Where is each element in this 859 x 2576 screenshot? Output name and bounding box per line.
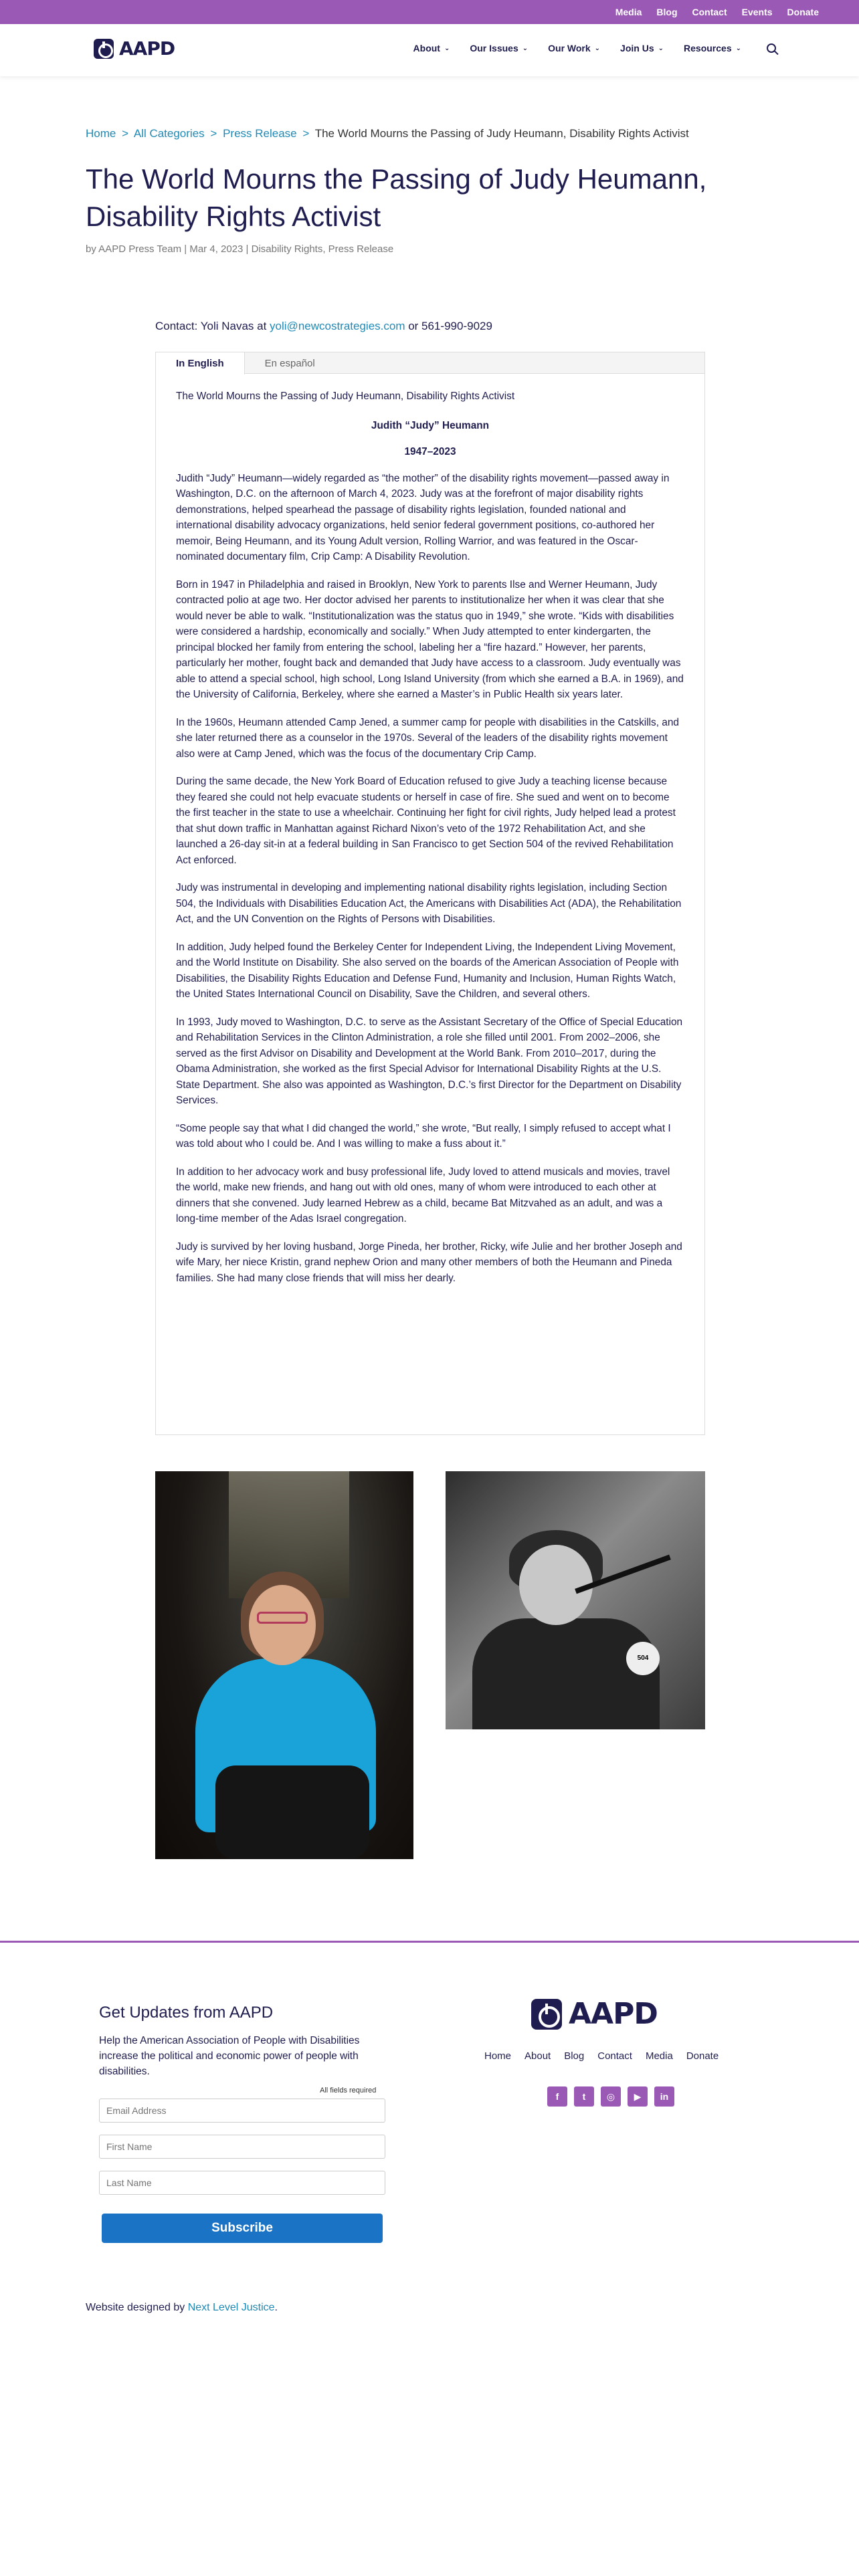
judy-heumann-portrait-photo — [155, 1471, 413, 1859]
tabs-header — [156, 352, 704, 374]
top-utility-bar — [0, 0, 859, 24]
footer-link-home[interactable]: Home — [484, 2050, 512, 2062]
utility-link-events[interactable]: Events — [741, 7, 773, 17]
nav-item-our-issues[interactable] — [470, 43, 528, 53]
power-logo-icon — [531, 1999, 562, 2030]
utility-link-blog[interactable]: Blog — [656, 7, 678, 17]
article-intro: The World Mourns the Passing of Judy Heumann, Disability Rights Activist — [176, 391, 515, 402]
tab-content — [156, 374, 704, 1313]
footer-link-blog[interactable]: Blog — [564, 2050, 585, 2062]
power-logo-icon — [94, 39, 114, 59]
article-paragraph: Judith “Judy” Heumann—widely regarded as “the mother” of the disability rights movement—passed away in Washington, D.C. on the afternoon of March 4, 2023. Judy was at the forefront of major disability rights demonstrations, helped spearhead the passage of disability rights legislation, founded national and international disability advocacy organizations, held senior federal government positions, co-authored her memoir, Being Heumann, and its Young Adult version, Rolling Warrior, and was featured in the Oscar-nominated documentary film, Crip Camp: A Disability Revolution. — [176, 472, 670, 562]
social-links — [547, 2086, 674, 2107]
nav-item-resources[interactable] — [684, 43, 741, 53]
photo-glasses — [257, 1612, 308, 1624]
breadcrumb-separator: > — [122, 127, 129, 140]
search-icon[interactable] — [767, 43, 776, 53]
chevron-down-icon: ⌄ — [444, 44, 450, 52]
nav-item-join-us[interactable] — [620, 43, 664, 53]
footer-divider — [0, 1941, 859, 1943]
article-paragraph: In addition, Judy helped found the Berkeley Center for Independent Living, the Independent Living Movement, and the World Institute on Disability. She also served on the boards of the American Association of People with Disabilities, the Disability Rights Education and Defense Fund, Humanity and Inclusion, Human Rights Watch, the United States International Council on Disability, Save the Children, and several others. — [176, 941, 679, 1000]
footer-link-donate[interactable]: Donate — [686, 2050, 719, 2062]
instagram-icon[interactable]: ◎ — [601, 2086, 621, 2107]
site-header — [0, 24, 859, 76]
twitter-icon[interactable]: t — [574, 2086, 594, 2107]
site-logo[interactable] — [94, 37, 175, 60]
page-title: The World Mourns the Passing of Judy Heumann, Disability Rights Activist — [86, 163, 707, 232]
article-paragraph: In addition to her advocacy work and busy professional life, Judy loved to attend musicals and movies, travel the world, make new friends, and hang out with old ones, many of whom were introduced to each other at dinners that she convened. Judy learned Hebrew as a child, became Bat Mitzvahed as an adult, and was a long-time member of the Adas Israel congregation. — [176, 1166, 670, 1224]
last-name-field[interactable] — [99, 2171, 385, 2195]
breadcrumb-press-release[interactable]: Press Release — [223, 127, 297, 140]
contact-line — [155, 320, 492, 333]
subscribe-button[interactable]: Subscribe — [102, 2214, 383, 2243]
article-paragraph: Judy is survived by her loving husband, Jorge Pineda, her brother, Ricky, wife Julie and her brother Joseph and wife Mary, her niece Kristin, grand nephew Orion and many other members of both the Heumann and Pineda families. She had many close friends that will miss her dearly. — [176, 1241, 682, 1284]
article-paragraph: During the same decade, the New York Board of Education refused to give Judy a teaching license because they feared she could not help evacuate students or herself in case of fire. She sued and went on to become the first teacher in the state to use a wheelchair. Continuing her fight for civil rights, Judy helped lead a protest that shut down traffic in Manhattan against Richard Nixon’s veto of the 1972 Rehabilitation Act, and she launched a 26-day sit-in at a federal building in San Francisco to get Section 504 of the revived Rehabilitation Act enforced. — [176, 776, 676, 866]
first-name-field[interactable] — [99, 2135, 385, 2159]
honoree-years: 1947–2023 — [404, 446, 456, 457]
breadcrumb — [86, 127, 689, 140]
tab-espanol[interactable]: En español — [264, 357, 315, 369]
newsletter-title: Get Updates from AAPD — [99, 2004, 274, 2022]
honoree-name: Judith “Judy” Heumann — [371, 419, 490, 431]
judy-heumann-protest-photo — [446, 1471, 705, 1729]
nav-label: Our Issues — [470, 43, 518, 53]
photo-jacket — [472, 1618, 660, 1729]
chevron-down-icon: ⌄ — [522, 44, 529, 52]
chevron-down-icon: ⌄ — [658, 44, 664, 52]
youtube-icon[interactable]: ▶ — [628, 2086, 648, 2107]
credit-suffix: . — [274, 2302, 278, 2313]
utility-links — [615, 0, 819, 24]
contact-prefix: Contact: Yoli Navas at — [155, 320, 270, 332]
footer-link-contact[interactable]: Contact — [597, 2050, 632, 2062]
photo-face — [249, 1585, 316, 1665]
article-paragraph: Judy was instrumental in developing and implementing national disability rights legislation, including Section 504, the Individuals with Disabilities Education Act, the Americans with Disabilities Act (ADA), the Rehabilitation Act, and the UN Convention on the Rights of Persons with Disabilities. — [176, 882, 682, 925]
post-meta: by AAPD Press Team | Mar 4, 2023 | Disability Rights, Press Release — [86, 243, 394, 255]
footer-nav — [484, 2050, 719, 2062]
linkedin-icon[interactable]: in — [654, 2086, 674, 2107]
breadcrumb-separator: > — [210, 127, 217, 140]
photo-dark-pants — [215, 1765, 369, 1859]
site-credit — [86, 2302, 278, 2314]
nav-label: About — [413, 43, 440, 53]
chevron-down-icon: ⌄ — [594, 44, 601, 52]
article-paragraph: In the 1960s, Heumann attended Camp Jened, a summer camp for people with disabilities in the Catskills, and she later returned there as a counselor in the 1970s. Several of the leaders of the disability rights movement also were at Camp Jened, which was the focus of the documentary Crip Camp. — [176, 716, 679, 760]
breadcrumb-current: The World Mourns the Passing of Judy Heumann, Disability Rights Activist — [314, 127, 689, 140]
chevron-down-icon: ⌄ — [735, 44, 741, 52]
required-fields-note: All fields required — [320, 2086, 377, 2095]
utility-link-donate[interactable]: Donate — [787, 7, 819, 17]
nav-label: Resources — [684, 43, 732, 53]
nav-item-our-work[interactable] — [548, 43, 600, 53]
article-paragraph: In 1993, Judy moved to Washington, D.C. to serve as the Assistant Secretary of the Office of Special Education and Rehabilitation Services in the Clinton Administration, a role she filled until 2001. From 2002–2006, she served as the first Advisor on Disability and Development at the World Bank. From 2010–2017, during the Obama Administration, she worked as the first Special Advisor for International Disability Rights at the U.S. State Department. She also was appointed as Washington, D.C.’s first Director for the Department on Disability Services. — [176, 1016, 683, 1106]
article-paragraph: Born in 1947 in Philadelphia and raised in Brooklyn, New York to parents Ilse and Werner Heumann, Judy contracted polio at age two. Her doctor advised her parents to institutionalize her when it was clear that she would never be able to walk. “Institutionalization was the status quo in 1949,” she wrote. “Kids with disabilities were considered a hardship, economically and socially.” When Judy attempted to enter kindergarten, the principal blocked her family from entering the school, labeling her a “fire hazard.” However, her parents, particularly her mother, fought back and demanded that Judy have access to a classroom. Judy eventually was able to attend a special school, high school, Long Island University (from which she earned a B.A. in 1969), and the University of California, Berkeley, where she earned a Master’s in Public Health six years later. — [176, 578, 684, 700]
credit-link[interactable]: Next Level Justice — [187, 2302, 275, 2313]
footer-link-about[interactable]: About — [524, 2050, 551, 2062]
tab-english[interactable]: In English — [156, 352, 245, 374]
utility-link-media[interactable]: Media — [615, 7, 642, 17]
breadcrumb-separator: > — [302, 127, 310, 140]
nav-item-about[interactable] — [413, 43, 450, 53]
language-tabs — [155, 352, 705, 1435]
photo-face — [519, 1545, 593, 1625]
nav-label: Join Us — [620, 43, 654, 53]
article-paragraph: “Some people say that what I did changed the world,” she wrote, “But really, I simply refused to accept what I was told about who I could be. And I was willing to make a fuss about it.” — [176, 1122, 671, 1150]
breadcrumb-home[interactable]: Home — [86, 127, 116, 140]
contact-email-link[interactable]: yoli@newcostrategies.com — [270, 320, 405, 332]
breadcrumb-all-categories[interactable]: All Categories — [133, 127, 205, 140]
main-nav — [413, 43, 776, 53]
contact-suffix: or 561-990-9029 — [405, 320, 492, 332]
facebook-icon[interactable]: f — [547, 2086, 567, 2107]
newsletter-description: Help the American Association of People with Disabilities increase the political and economic power of people with disabilities. — [99, 2035, 360, 2077]
utility-link-contact[interactable]: Contact — [692, 7, 727, 17]
footer-logo-text: AAPD — [569, 1997, 658, 2031]
credit-prefix: Website designed by — [86, 2302, 188, 2313]
footer-link-media[interactable]: Media — [645, 2050, 673, 2062]
photo-504-button: 504 — [626, 1642, 660, 1675]
logo-text: AAPD — [119, 37, 175, 60]
email-field[interactable] — [99, 2099, 385, 2123]
footer-logo[interactable] — [531, 1997, 658, 2031]
nav-label: Our Work — [548, 43, 591, 53]
